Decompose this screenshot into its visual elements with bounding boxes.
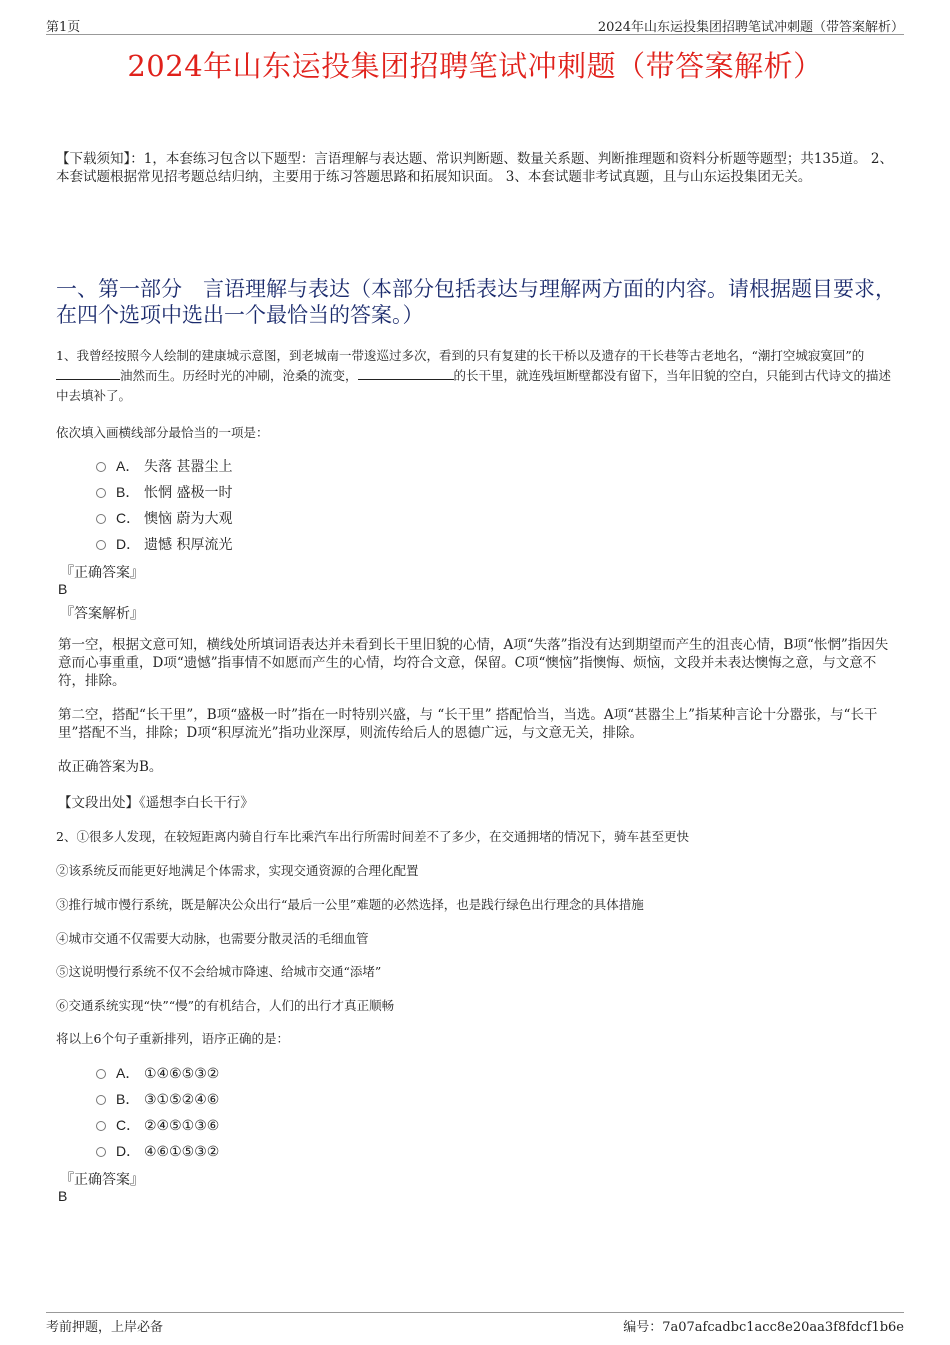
q2-sentence-3: ③推行城市慢行系统，既是解决公众出行“最后一公里”难题的必然选择，也是践行绿色出行理念的具体措施 — [56, 897, 644, 912]
q1-option-d[interactable]: D． 遗憾 积厚流光 — [96, 534, 232, 554]
q2-option-d[interactable]: D． ④⑥①⑤③② — [96, 1141, 219, 1161]
q1-answer: B — [58, 581, 68, 597]
footer-slogan: 考前押题，上岸必备 — [46, 1320, 164, 1335]
q2-option-b[interactable]: B． ③①⑤②④⑥ — [96, 1089, 219, 1109]
q1-option-c[interactable]: C． 懊恼 蔚为大观 — [96, 508, 232, 528]
q2-option-c[interactable]: C． ②④⑤①③⑥ — [96, 1115, 219, 1135]
q1-analysis-3: 故正确答案为B。 — [58, 759, 163, 775]
header-doc-title: 2024年山东运投集团招聘笔试冲刺题（带答案解析） — [597, 20, 904, 35]
q1-option-a[interactable]: A． 失落 甚嚣尘上 — [96, 456, 232, 476]
q2-answer-tag: 『正确答案』 — [60, 1172, 144, 1188]
radio-icon[interactable] — [96, 1147, 106, 1157]
q1-option-b[interactable]: B． 怅惘 盛极一时 — [96, 482, 232, 502]
q1-source: 【文段出处】《遥想李白长干行》 — [58, 795, 254, 811]
radio-icon[interactable] — [96, 540, 106, 550]
q2-sentence-6: ⑥交通系统实现“快”“慢”的有机结合，人们的出行才真正顺畅 — [56, 998, 395, 1013]
page-header — [46, 14, 904, 35]
radio-icon[interactable] — [96, 1095, 106, 1105]
blank-1 — [56, 367, 120, 380]
page-footer — [46, 1312, 904, 1333]
radio-icon[interactable] — [96, 1121, 106, 1131]
q2-sentence-2: ②该系统反而能更好地满足个体需求，实现交通资源的合理化配置 — [56, 863, 419, 878]
radio-icon[interactable] — [96, 462, 106, 472]
q2-answer: B — [58, 1188, 68, 1204]
footer-doc-id: 编号：7a07afcadbc1acc8e20aa3f8fdcf1b6e — [623, 1320, 904, 1335]
question-1-text: 1、我曾经按照今人绘制的建康城示意图，到老城南一带逡巡过多次，看到的只有复建的长干桥以及遗存的干长巷等古老地名，“潮打空城寂寞回”的油然而生。历经时光的冲刷，沧桑的流变， 的长干里，就连残垣断壁都没有留下，当年旧貌的空白，只能到古代诗文的描述中去填补了。 — [56, 348, 892, 403]
radio-icon[interactable] — [96, 1069, 106, 1079]
radio-icon[interactable] — [96, 488, 106, 498]
document-title: 2024年山东运投集团招聘笔试冲刺题（带答案解析） — [127, 49, 823, 83]
section-heading: 一、第一部分 言语理解与表达（本部分包括表达与理解两方面的内容。请根据题目要求，在四个选项中选出一个最恰当的答案。） — [56, 277, 896, 327]
q2-sentence-4: ④城市交通不仅需要大动脉，也需要分散灵活的毛细血管 — [56, 931, 369, 946]
q1-answer-tag: 『正确答案』 — [60, 565, 144, 581]
q1-analysis-1: 第一空，根据文意可知，横线处所填词语表达并未看到长干里旧貌的心情，A项“失落”指没有达到期望而产生的沮丧心情，B项“怅惘”指因失意而心事重重，D项“遗憾”指事情不如愿而产生的心情，均符合文意，保留。C项“懊恼”指懊悔、烦恼，文段并未表达懊悔之意，与文意不符，排除。 — [58, 637, 889, 689]
q2-sentence-5: ⑤这说明慢行系统不仅不会给城市降速、给城市交通“添堵” — [56, 964, 382, 979]
radio-icon[interactable] — [96, 514, 106, 524]
q1-analysis-2: 第二空，搭配“长干里”，B项“盛极一时”指在一时特别兴盛，与 “长干里” 搭配恰当，当选。A项“甚嚣尘上”指某种言论十分嚣张，与“长干里”搭配不当，排除；D项“积厚流光”指功业深厚，则流传给后人的恩德广远，与文意无关，排除。 — [58, 707, 878, 741]
question-1-prompt: 依次填入画横线部分最恰当的一项是： — [56, 425, 269, 440]
download-notice: 【下载须知】：1，本套练习包含以下题型：言语理解与表达题、常识判断题、数量关系题、判断推理题和资料分析题等题型；共135道。 2、本套试题根据常见招考题总结归纳，主要用于练习答题思路和拓展知识面。 3、本套试题非考试真题，且与山东运投集团无关。 — [56, 151, 893, 185]
page-number: 第1页 — [46, 20, 81, 35]
q2-option-a[interactable]: A． ①④⑥⑤③② — [96, 1063, 219, 1083]
q2-prompt: 将以上6个句子重新排列，语序正确的是： — [56, 1031, 289, 1046]
q2-sentence-1: 2、①很多人发现，在较短距离内骑自行车比乘汽车出行所需时间差不了多少，在交通拥堵的情况下，骑车甚至更快 — [56, 829, 689, 844]
blank-2 — [358, 367, 454, 380]
q1-analysis-tag: 『答案解析』 — [60, 606, 144, 622]
